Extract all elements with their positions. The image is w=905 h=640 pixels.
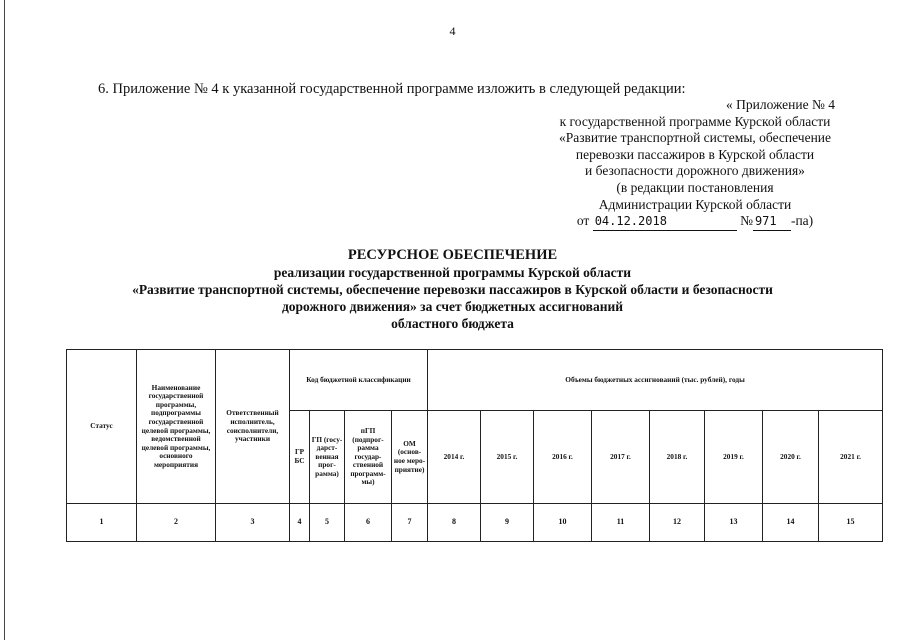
column-number: 15 — [819, 504, 883, 542]
appendix-line: (в редакции постановления — [616, 179, 774, 195]
header-classification: Код бюджетной классификации — [290, 350, 428, 411]
date-prefix: от — [576, 213, 590, 229]
column-number: 12 — [650, 504, 705, 542]
appendix-line: перевозки пассажиров в Курской области — [575, 146, 815, 162]
header-volumes: Объемы бюджетных ассигнований (тыс. рублей), годы — [428, 350, 883, 411]
header-year: 2018 г. — [650, 411, 705, 504]
header-year: 2019 г. — [705, 411, 763, 504]
column-number: 2 — [137, 504, 216, 542]
appendix-block — [505, 97, 885, 231]
column-number: 14 — [763, 504, 819, 542]
header-year: 2021 г. — [819, 411, 883, 504]
column-number: 4 — [290, 504, 310, 542]
number-suffix: -па) — [790, 213, 814, 229]
header-year: 2017 г. — [592, 411, 650, 504]
page-number: 4 — [449, 24, 456, 38]
column-number: 1 — [67, 504, 137, 542]
appendix-line: к государственной программе Курской области — [559, 113, 831, 129]
column-number: 13 — [705, 504, 763, 542]
column-number: 3 — [216, 504, 290, 542]
header-om: ОМ (основ-ное меро-приятие) — [392, 411, 428, 504]
resource-table — [66, 349, 883, 542]
header-status: Статус — [67, 350, 137, 504]
column-number: 6 — [345, 504, 392, 542]
column-number: 9 — [481, 504, 534, 542]
column-number: 10 — [534, 504, 592, 542]
appendix-line: «Развитие транспортной системы, обеспечение — [558, 130, 832, 146]
column-number: 7 — [392, 504, 428, 542]
column-number: 5 — [310, 504, 345, 542]
appendix-heading: « Приложение № 4 — [726, 97, 835, 112]
resource-title-line: РЕСУРСНОЕ ОБЕСПЕЧЕНИЕ — [347, 247, 558, 263]
header-year: 2015 г. — [481, 411, 534, 504]
header-gp: ГП (госу-дарст-венная прог-рамма) — [310, 411, 345, 504]
header-name: Наименование государственной программы, подпрограммы государственной целевой программы, ведомственной целевой программы, основного мероприятия — [137, 350, 216, 504]
decree-date: 04.12.2018 — [593, 213, 737, 231]
appendix-line: Администрации Курской области — [598, 196, 792, 212]
resource-title-line: областного бюджета — [391, 316, 514, 331]
header-year: 2014 г. — [428, 411, 481, 504]
resource-title-line: «Развитие транспортной системы, обеспечение перевозки пассажиров в Курской области и безопасности — [132, 282, 773, 297]
appendix-line: и безопасности дорожного движения» — [585, 163, 805, 179]
column-number: 8 — [428, 504, 481, 542]
header-year: 2016 г. — [534, 411, 592, 504]
header-year: 2020 г. — [763, 411, 819, 504]
resource-title — [0, 247, 905, 332]
number-prefix: № — [740, 213, 753, 229]
header-grbs: ГР БС — [290, 411, 310, 504]
header-pgp: пГП (подпрог-рамма государ-ственной программ-мы) — [345, 411, 392, 504]
decree-number: 971 — [753, 213, 791, 231]
appendix-date-line — [505, 213, 885, 231]
header-executor: Ответственный исполнитель, соисполнители, участники — [216, 350, 290, 504]
resource-title-line: реализации государственной программы Курской области — [273, 265, 632, 280]
column-number: 11 — [592, 504, 650, 542]
item-paragraph: 6. Приложение № 4 к указанной государственной программе изложить в следующей редакции: — [98, 81, 686, 97]
resource-title-line: дорожного движения» за счет бюджетных ассигнований — [281, 299, 624, 314]
